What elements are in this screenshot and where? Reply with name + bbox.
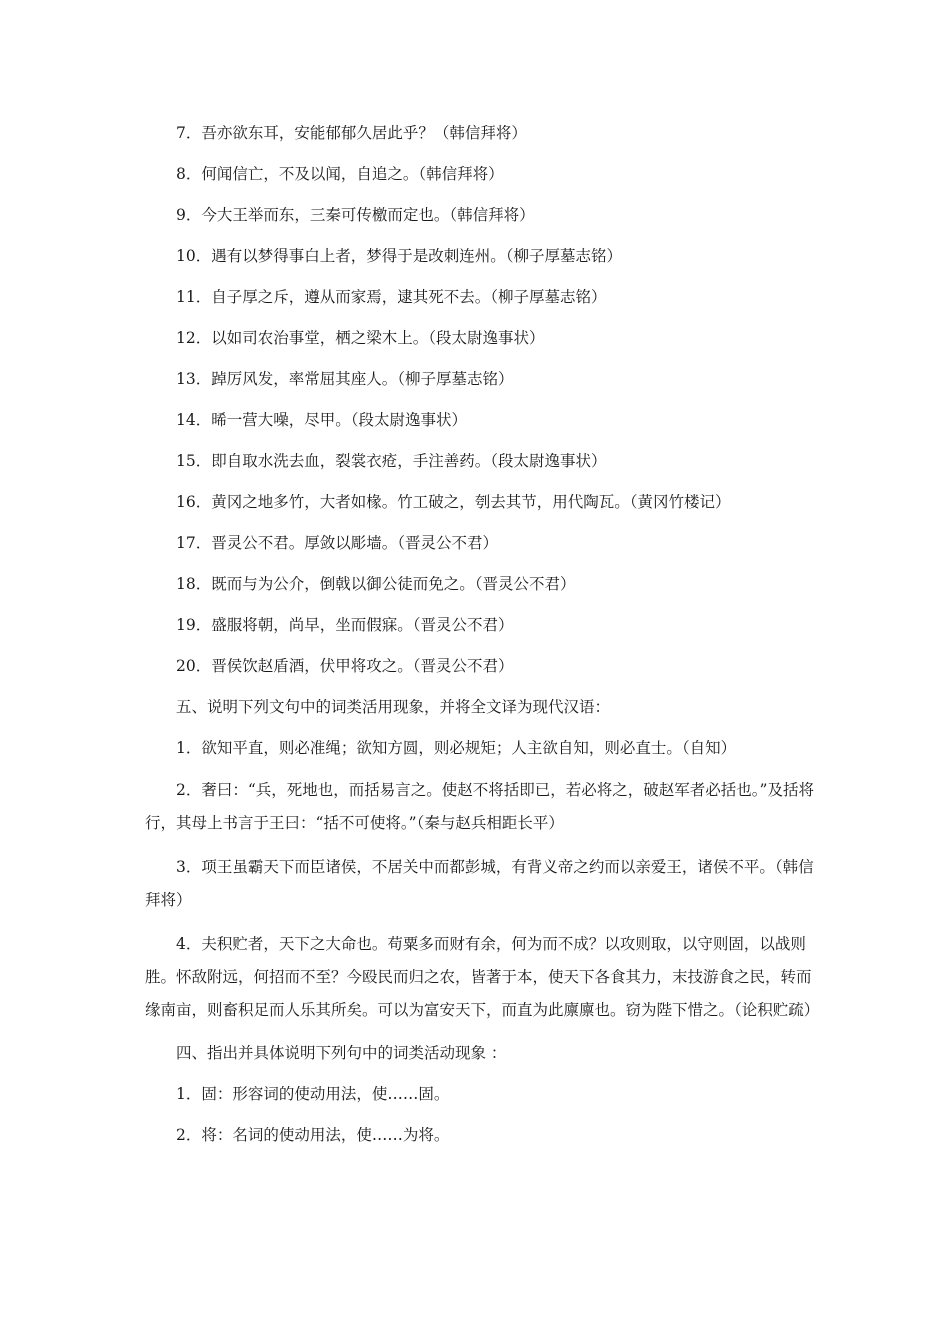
exercise-item-7: 7．吾亦欲东耳，安能郁郁久居此乎？（韩信拜将）: [176, 124, 527, 142]
section5-item-3: 3．项王虽霸天下而臣诸侯，不居关中而都彭城，有背义帝之约而以亲爱王，诸侯不平。（韩信拜将）: [145, 858, 814, 909]
exercise-item-17: 17．晋灵公不君。厚敛以彫墙。（晋灵公不君）: [176, 534, 498, 552]
exercise-item-13: 13．踔厉风发，率常屈其座人。（柳子厚墓志铭）: [176, 370, 514, 388]
section5-item-2: 2．奢曰：“兵，死地也，而括易言之。使赵不将括即已，若必将之，破赵军者必括也。”及括将行，其母上书言于王曰：“括不可使将。”（秦与赵兵相距长平）: [145, 781, 814, 832]
section5-item-1: 1．欲知平直，则必准绳；欲知方圆，则必规矩；人主欲自知，则必直士。（自知）: [176, 739, 737, 757]
document-body: [145, 118, 820, 1161]
exercise-item-11: 11．自子厚之斥，遵从而家焉，逮其死不去。（柳子厚墓志铭）: [176, 288, 607, 306]
exercise-item-12: 12．以如司农治事堂，栖之梁木上。（段太尉逸事状）: [176, 329, 545, 347]
exercise-item-10: 10．遇有以梦得事白上者，梦得于是改刺连州。（柳子厚墓志铭）: [176, 247, 622, 265]
exercise-item-14: 14．晞一营大噪，尽甲。（段太尉逸事状）: [176, 411, 467, 429]
exercise-item-18: 18．既而与为公介，倒戟以御公徒而免之。（晋灵公不君）: [176, 575, 576, 593]
exercise-item-15: 15．即自取水洗去血，裂裳衣疮，手注善药。（段太尉逸事状）: [176, 452, 607, 470]
exercise-item-20: 20．晋侯饮赵盾酒，伏甲将攻之。（晋灵公不君）: [176, 657, 514, 675]
exercise-item-19: 19．盛服将朝，尚早，坐而假寐。（晋灵公不君）: [176, 616, 514, 634]
answer-item-2: 2．将：名词的使动用法，使……为将。: [176, 1126, 450, 1144]
section-heading-4: 四、指出并具体说明下列句中的词类活动现象 ：: [176, 1044, 507, 1062]
section5-item-4: 4．夫积贮者，天下之大命也。苟粟多而财有余，何为而不成？以攻则取，以守则固，以战则胜。怀敌附远，何招而不至？今殴民而归之农，皆著于本，使天下各食其力，末技游食之民，转而缘南亩，则畜积足而人乐其所矣。可以为富安天下，而直为此廪廪也。窃为陛下惜之。（论积贮疏）: [145, 935, 820, 1019]
answer-item-1: 1．固：形容词的使动用法，使……固。: [176, 1085, 450, 1103]
exercise-item-9: 9．今大王举而东，三秦可传檄而定也。（韩信拜将）: [176, 206, 535, 224]
exercise-item-8: 8．何闻信亡，不及以闻，自追之。（韩信拜将）: [176, 165, 504, 183]
section-heading-5: 五、说明下列文句中的词类活用现象，并将全文译为现代汉语：: [176, 698, 611, 716]
exercise-item-16: 16．黄冈之地多竹，大者如椽。竹工破之，刳去其节，用代陶瓦。（黄冈竹楼记）: [176, 493, 731, 511]
